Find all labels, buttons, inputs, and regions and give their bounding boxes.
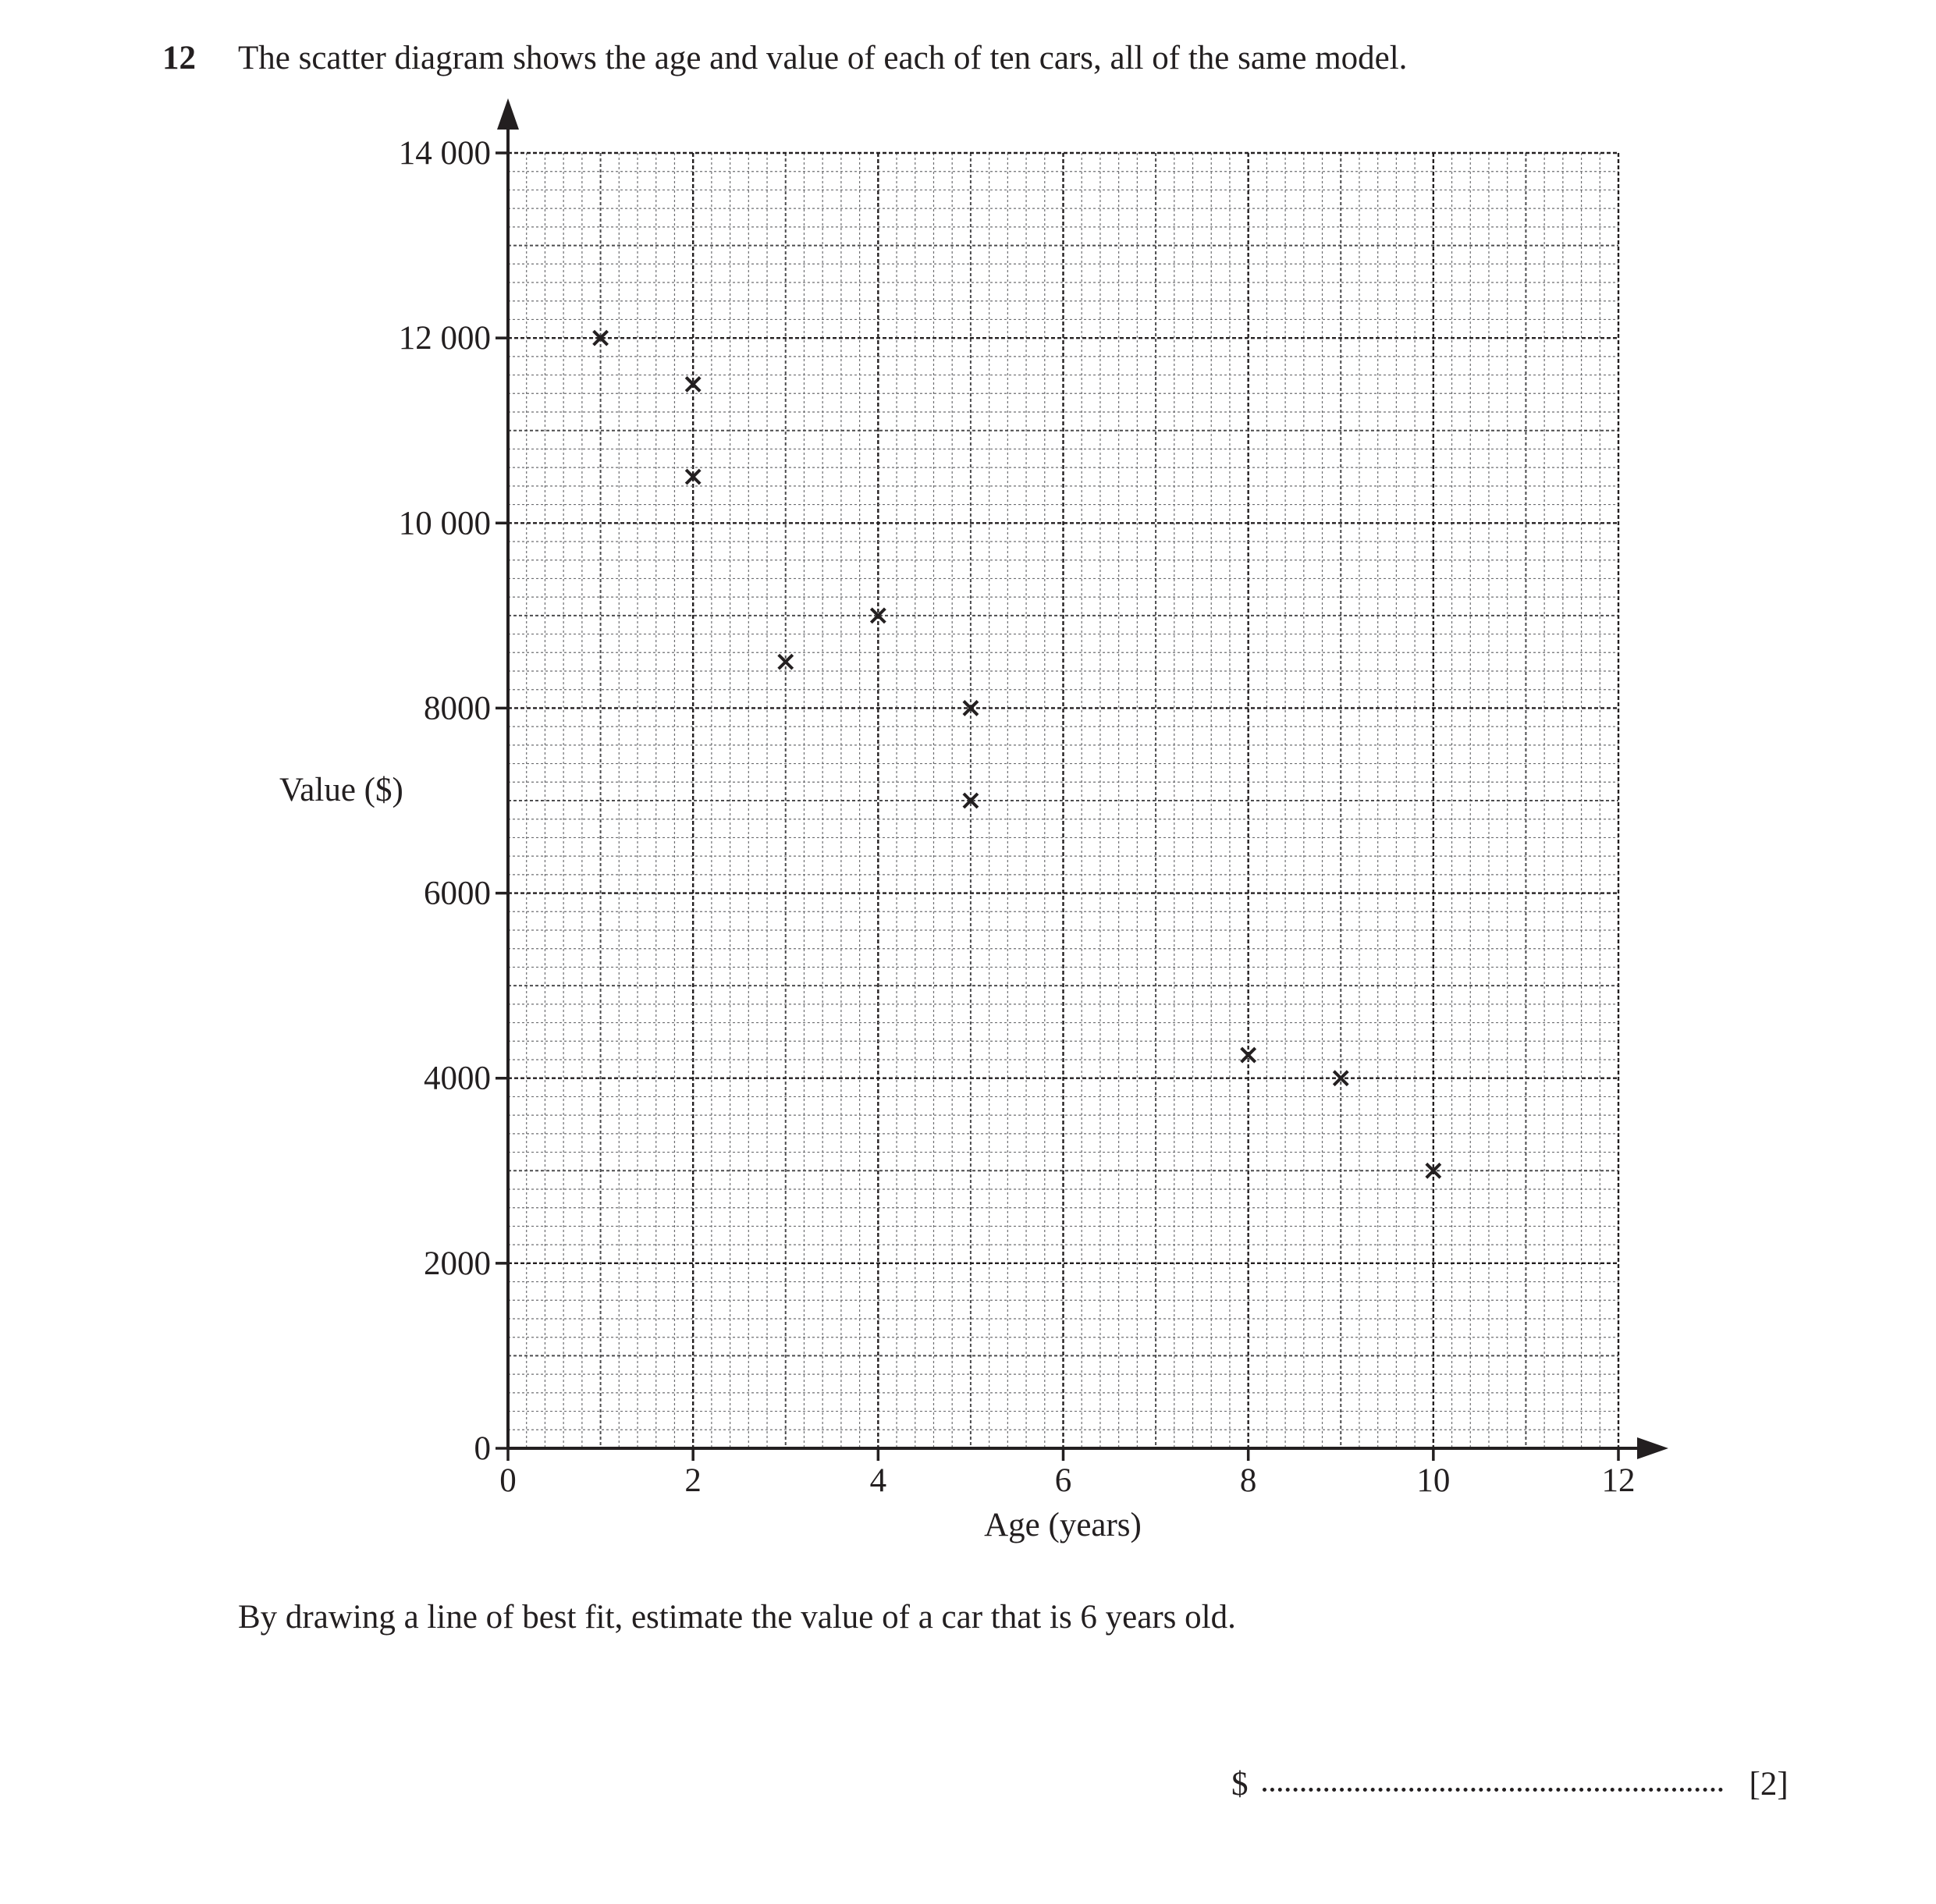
x-tick-label: 6	[1054, 1462, 1072, 1499]
question-text: The scatter diagram shows the age and value of each of ten cars, all of the same model.	[238, 40, 1408, 76]
chart-grid	[508, 153, 1618, 1448]
answer-field[interactable]	[1263, 1788, 1723, 1792]
chart-axes	[497, 98, 1668, 1459]
y-tick-label: 12 000	[398, 320, 491, 357]
x-tick-label: 2	[684, 1462, 702, 1499]
y-tick-label: 6000	[424, 875, 491, 912]
question-prompt: By drawing a line of best fit, estimate the value of a car that is 6 years old.	[238, 1599, 1236, 1636]
y-tick-label: 4000	[424, 1060, 491, 1097]
y-tick-label: 8000	[424, 690, 491, 727]
answer-prefix: $	[1231, 1766, 1249, 1803]
x-tick-label: 4	[869, 1462, 887, 1499]
y-tick-label: 10 000	[398, 505, 491, 542]
x-tick-label: 8	[1239, 1462, 1257, 1499]
y-axis-label: Value ($)	[279, 772, 403, 808]
marks-label: [2]	[1749, 1766, 1789, 1803]
y-tick-label: 0	[474, 1430, 491, 1467]
x-tick-label: 12	[1601, 1462, 1636, 1499]
y-axis-arrow	[497, 98, 519, 130]
answer-line	[1231, 1765, 1789, 1803]
x-tick-label: 0	[499, 1462, 517, 1499]
x-axis-arrow	[1637, 1437, 1668, 1459]
x-axis-label: Age (years)	[984, 1507, 1142, 1543]
x-tick-label: 10	[1416, 1462, 1451, 1499]
chart-points	[594, 331, 1440, 1178]
y-tick-label: 2000	[424, 1245, 491, 1282]
question-number: 12	[162, 40, 196, 76]
y-tick-label: 14 000	[398, 135, 491, 172]
chart-ticks	[399, 135, 1636, 1499]
